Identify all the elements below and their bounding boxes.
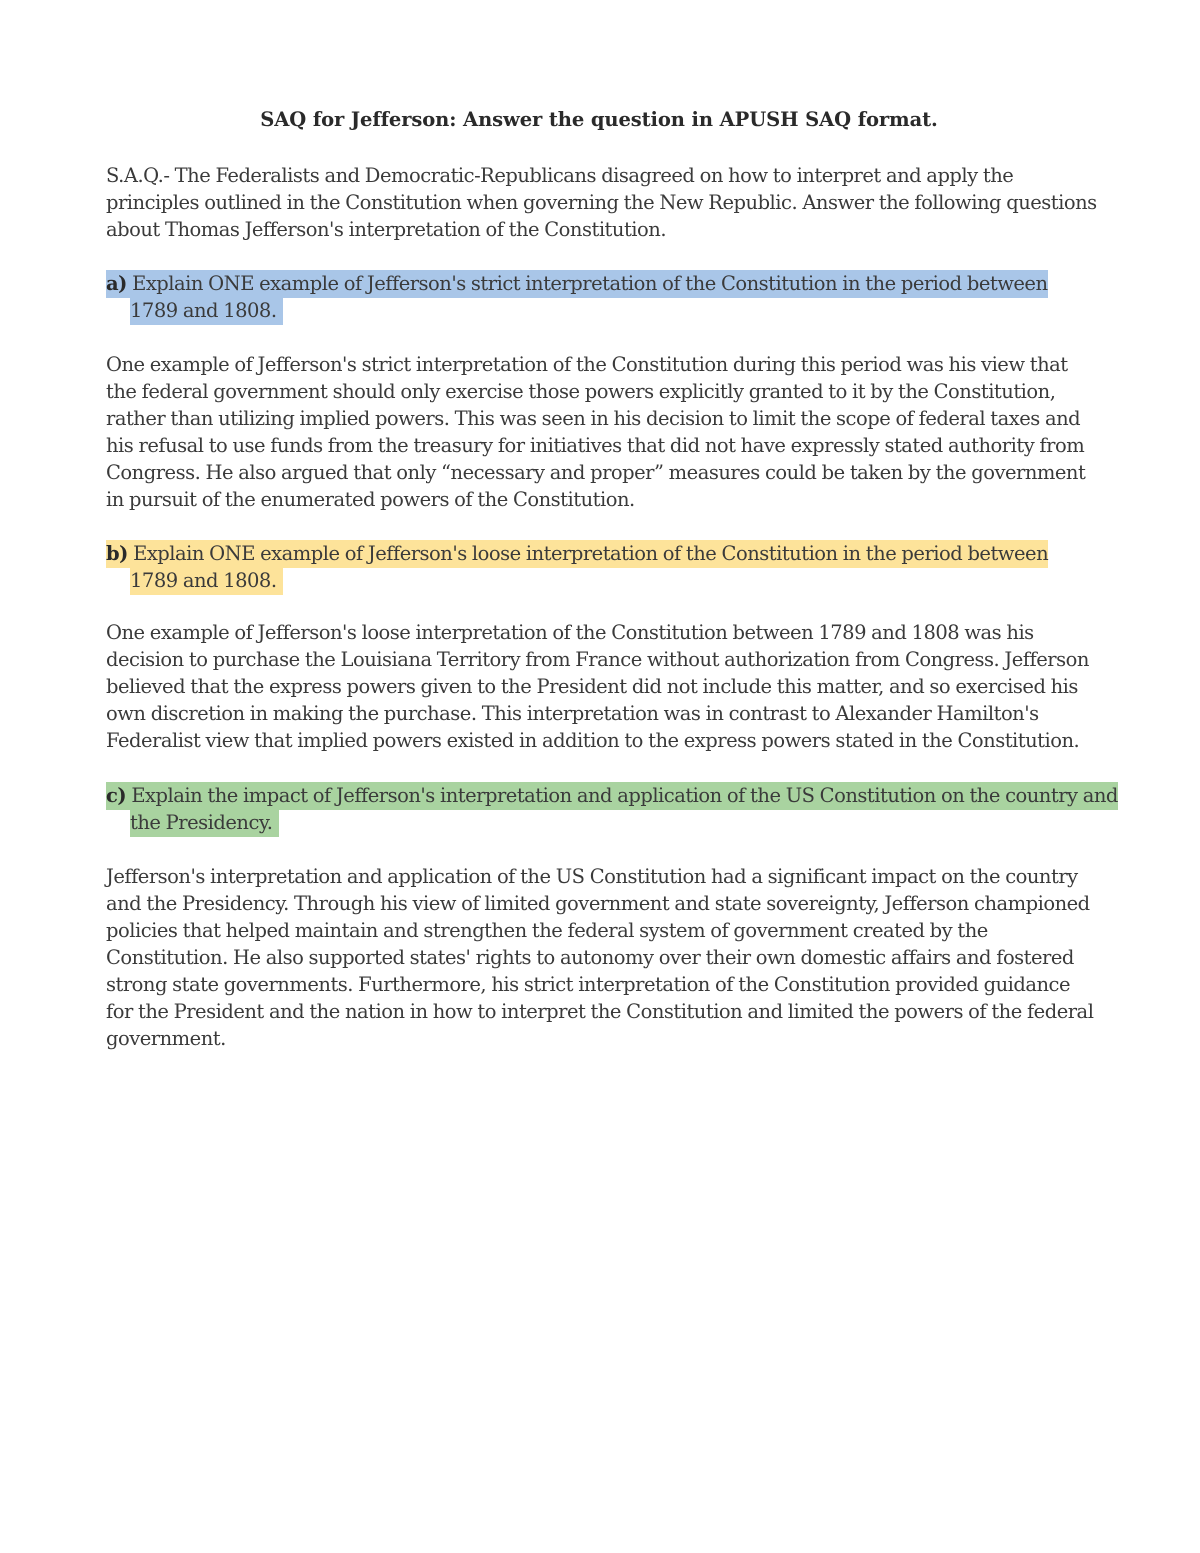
question-b xyxy=(106,540,1100,594)
intro-paragraph: S.A.Q.- The Federalists and Democratic-Republicans disagreed on how to interpret and apply the principles outlined in the Constitution when governing the New Republic. Answer the following questions about Thomas Jefferson's interpretation of the Constitution. xyxy=(106,164,1097,241)
question-c xyxy=(106,782,1120,836)
question-c-highlight xyxy=(106,782,1118,837)
question-b-highlight xyxy=(106,540,1048,595)
question-c-prompt: Explain the impact of Jefferson's interpretation and application of the US Constitution on the country and the Presidency. xyxy=(130,784,1118,834)
question-a xyxy=(106,270,1090,324)
question-a-highlight xyxy=(106,270,1048,325)
question-a-marker: a) xyxy=(106,272,127,295)
answer-b-paragraph: One example of Jefferson's loose interpretation of the Constitution between 1789 and 1808 was his decision to purchase the Louisiana Territory from France without authorization from Congress. Jefferson believed that the express powers given to the President did not include this matter, and so exercised his own discretion in making the purchase. This interpretation was in contrast to Alexander Hamilton's Federalist view that implied powers existed in addition to the express powers stated in the Constitution. xyxy=(106,621,1089,752)
document-title: SAQ for Jefferson: Answer the question in APUSH SAQ format. xyxy=(260,108,938,131)
question-c-marker: c) xyxy=(106,784,127,807)
answer-c-paragraph: Jefferson's interpretation and application of the US Constitution had a significant impact on the country and the Presidency. Through his view of limited government and state sovereignty, Jefferson championed policies that helped maintain and strengthen the federal system of government created by the Constitution. He also supported states' rights to autonomy over their own domestic affairs and fostered strong state governments. Furthermore, his strict interpretation of the Constitution provided guidance for the President and the nation in how to interpret the Constitution and limited the powers of the federal government. xyxy=(106,865,1094,1050)
question-b-marker: b) xyxy=(106,542,128,565)
answer-a-paragraph: One example of Jefferson's strict interpretation of the Constitution during this period was his view that the federal government should only exercise those powers explicitly granted to it by the Constitution, rather than utilizing implied powers. This was seen in his decision to limit the scope of federal taxes and his refusal to use funds from the treasury for initiatives that did not have expressly stated authority from Congress. He also argued that only “necessary and proper” measures could be taken by the government in pursuit of the enumerated powers of the Constitution. xyxy=(106,353,1086,511)
question-b-prompt: Explain ONE example of Jefferson's loose interpretation of the Constitution in the period between 1789 and 1808. xyxy=(130,542,1049,592)
question-a-prompt: Explain ONE example of Jefferson's strict interpretation of the Constitution in the period between 1789 and 1808. xyxy=(130,272,1048,322)
